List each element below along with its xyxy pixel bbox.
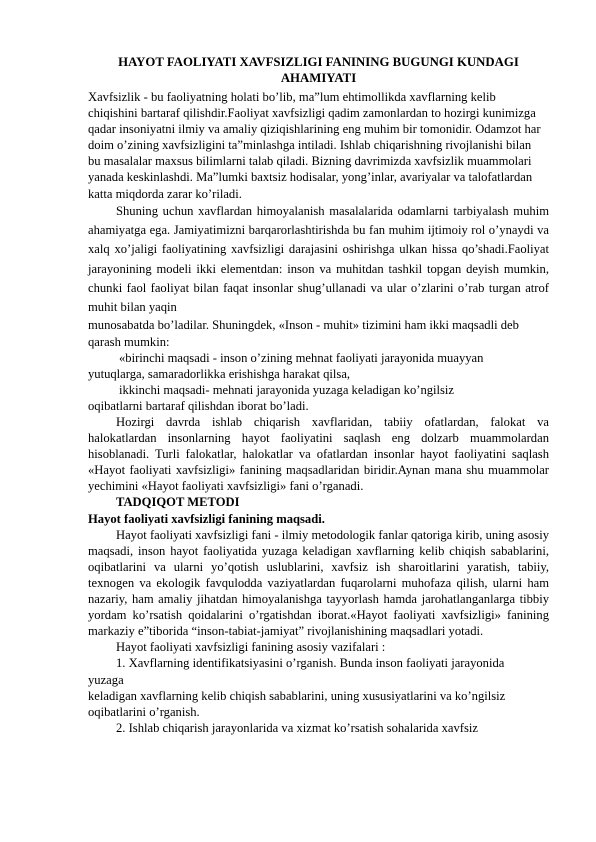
paragraph-education: Shuning uchun xavflardan himoyalanish masalalarida odamlarni tarbiyalash muhim ahamiyatga ega. Jamiyatimizni barqarorlashtirishda bu fan muhim ijtimoiy rol o’ynaydi va xalq xo’jaligi faoliyatining xavfsizligi darajasini oshirishga ulkan hissa qo’shadi.Faoliyat jarayonining modeli ikki elementdan: inson va muhitdan tashkil topgan deyish mumkin, chunki faol faoliyat bilan faqat insonlar shug’ullanadi va ular o’zlarini o’rab turgan atrof muhit bilan yaqin <box>88 203 549 315</box>
document-page <box>88 54 549 736</box>
paragraph-discipline-goal: Hayot faoliyati xavfsizligi fani - ilmiy metodologik fanlar qatoriga kirib, uning asosiy maqsadi, inson hayot faoliyatida yuzaga keladigan xavflarning kelib chiqish sabablarini, oqibatlarini va ularni yo’qotish uslublarini, xavfsiz ish sharoitlarini yaratish, tabiiy, texnogen va ekologik favqulodda vaziyatlardan fuqarolarni muhofaza qilish, ularni ham nazariy, ham amaliy jihatdan himoyalanishga tayyorlash hamda jarohatlanganlarga tibbiy yordam ko’rsatish qoidalarini o’rgatishdan iborat.«Hayot faoliyati xavfsizligi» fanining markaziy e”tiborida “inson-tabiat-jamiyat” rivojlanishining maqsadlari yotadi. <box>88 527 549 639</box>
section-heading-method: TADQIQOT METODI <box>116 495 240 510</box>
paragraph-relations: munosabatda bo’ladilar. Shuningdek, «Inson - muhit» tizimini ham ikki maqsadli deb qarash mumkin: <box>88 318 519 349</box>
paragraph-intro: Xavfsizlik - bu faoliyatning holati bo’lib, ma”lum ehtimollikda xavflarning kelib chiqishini bartaraf qilishdir.Faoliyat xavfsizligi qadim zamonlardan to hozirgi kunimizga qadar insoniyatni ilmiy va amaliy qiziqishlarining eng muhim bir tomonidir. Odamzot har doim o’zining xavfsizligini ta”minlashga intiladi. Ishlab chiqarishning rivojlanishi bilan bu masalalar maxsus bilimlarni talab qiladi. Bizning davrimizda xavfsizlik muammolari yanada keskinlashdi. Ma”lumki baxtsiz hodisalar, yong’inlar, avariyalar va talofatlardan katta miqdorda zarar ko’riladi. <box>88 90 541 201</box>
paragraph-tasks-intro: Hayot faoliyati xavfsizligi fanining asosiy vazifalari : <box>116 640 386 655</box>
paragraph-second-goal: ikkinchi maqsadi- mehnati jarayonida yuzaga keladigan ko’ngilsiz oqibatlarni bartaraf qilishdan iborat bo’ladi. <box>88 382 455 413</box>
list-item-1-start: 1. Xavflarning identifikatsiyasini o’rganish. Bunda inson faoliyati jarayonida yuzaga <box>88 656 505 687</box>
paragraph-first-goal: «birinchi maqsadi - inson o’zining mehnat faoliyati jarayonida muayyan yutuqlarga, samaradorlikka erishishga harakat qilsa, <box>88 350 484 381</box>
page-title: HAYOT FAOLIYATI XAVFSIZLIGI FANINING BUGUNGI KUNDAGI AHAMIYATI <box>118 55 519 85</box>
list-item-2: 2. Ishlab chiqarish jarayonlarida va xizmat ko’rsatish sohalarida xavfsiz <box>116 720 478 735</box>
section-heading-goal: Hayot faoliyati xavfsizligi fanining maqsadi. <box>88 511 325 526</box>
list-item-1-continuation: keladigan xavflarning kelib chiqish sabablarini, uning xususiyatlarini va ko’ngilsiz oqibatlarini o’rganish. <box>88 688 506 719</box>
paragraph-current-problems: Hozirgi davrda ishlab chiqarish xavflaridan, tabiiy ofatlardan, falokat va halokatlardan insonlarning hayot faoliyatini saqlash eng dolzarb muammolardan hisoblanadi. Turli falokatlar, halokatlar va ofatlardan insonlar hayot faoliyatini saqlash «Hayot faoliyati xavfsizligi» fanining maqsadlaridan biridir.Aynan mana shu muammolar yechimini «Hayot faoliyati xavfsizligi» fani o’rganadi. <box>88 415 549 494</box>
